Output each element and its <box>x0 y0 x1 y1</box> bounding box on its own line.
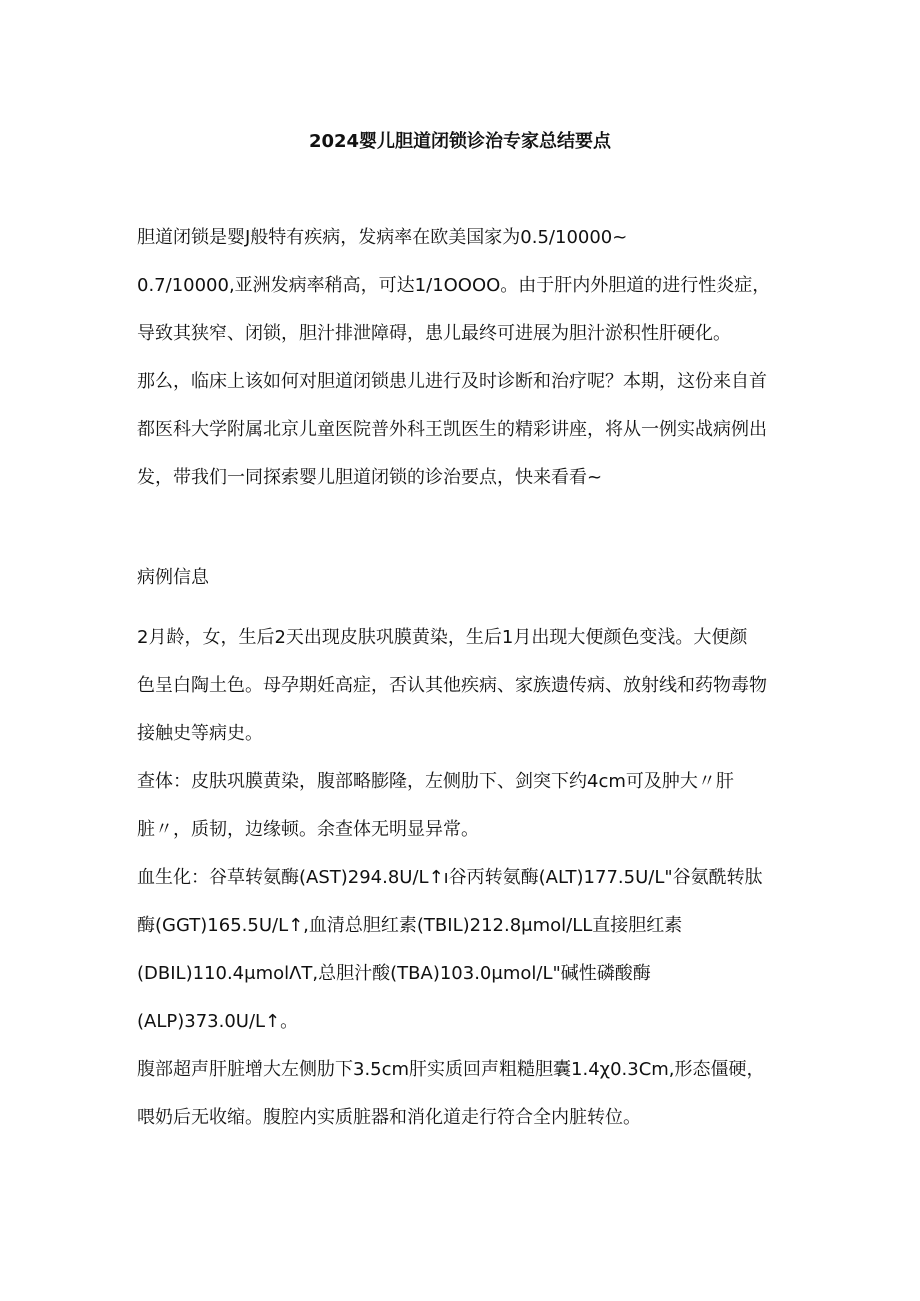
case-line: 脏〃，质韧，边缘顿。余查体无明显异常。 <box>137 819 479 840</box>
document-title: 2024婴儿胆道闭锁诊治专家总结要点 <box>308 131 612 152</box>
intro-line: 都医科大学附属北京儿童医院普外科王凯医生的精彩讲座，将从一例实战病例出 <box>137 419 767 440</box>
case-line: 喂奶后无收缩。腹腔内实质脏器和消化道走行符合全内脏转位。 <box>137 1107 641 1128</box>
intro-line: 导致其狭窄、闭锁，胆汁排泄障碍，患儿最终可进展为胆汁淤积性肝硬化。 <box>137 323 731 344</box>
section-heading-block <box>137 554 801 602</box>
case-line: 2月龄，女，生后2天出现皮肤巩膜黄染，生后1月出现大便颜色变浅。大便颜 <box>137 627 748 648</box>
intro-line: 发，带我们一同探索婴儿胆道闭锁的诊治要点，快来看看~ <box>137 467 603 488</box>
case-line: 接触史等病史。 <box>137 723 263 744</box>
case-line: 查体：皮肤巩膜黄染，腹部略膨隆，左侧肋下、剑突下约4cm可及肿大〃肝 <box>137 771 734 792</box>
intro-paragraph <box>137 214 801 502</box>
intro-line: 胆道闭锁是婴J般特有疾病，发病率在欧美国家为0.5/10000~ <box>137 227 628 248</box>
intro-line: 那么，临床上该如何对胆道闭锁患儿进行及时诊断和治疗呢？本期，这份来自首 <box>137 371 767 392</box>
case-line: 色呈白陶土色。母孕期妊高症，否认其他疾病、家族遗传病、放射线和药物毒物 <box>137 675 767 696</box>
case-line: 血生化：谷草转氨酶(AST)294.8U/L↑ı谷丙转氨酶(ALT)177.5U/L"谷氨酰转肽 <box>137 867 763 888</box>
case-paragraph <box>137 614 801 1142</box>
case-line: (ALP)373.0U/L↑。 <box>137 1011 299 1032</box>
case-line: 酶(GGT)165.5U/L↑,血清总胆红素(TBIL)212.8μmol/LL直接胆红素 <box>137 915 683 936</box>
case-line: (DBIL)110.4μmolΛT,总胆汁酸(TBA)103.0μmol/L"碱性磷酸酶 <box>137 963 651 984</box>
section-heading: 病例信息 <box>137 567 209 588</box>
case-line: 腹部超声肝脏增大左侧肋下3.5cm肝实质回声粗糙胆囊1.4χ0.3Cm,形态僵硬， <box>137 1059 765 1080</box>
intro-line: 0.7/10000,亚洲发病率稍高，可达1/1OOOO。由于肝内外胆道的进行性炎症， <box>137 275 771 296</box>
